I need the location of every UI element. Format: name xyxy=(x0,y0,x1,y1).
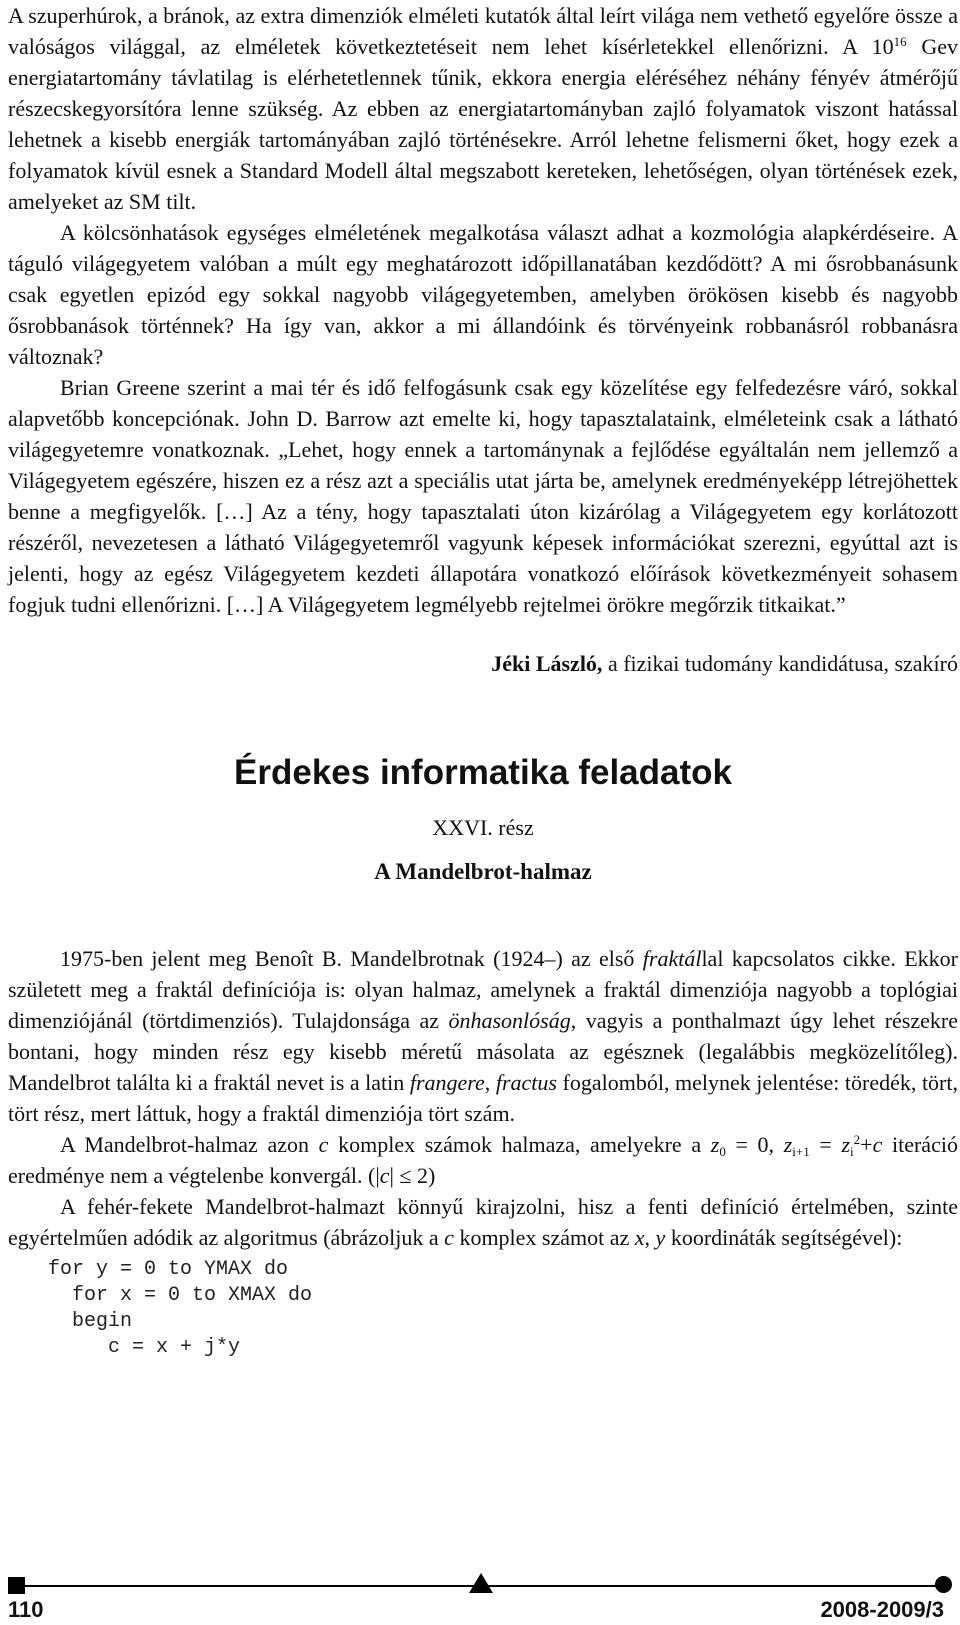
math-var: c xyxy=(872,1132,883,1157)
triangle-marker-icon xyxy=(469,1573,493,1593)
text: komplex számot az xyxy=(453,1225,635,1250)
article-title: Érdekes informatika feladatok xyxy=(234,753,732,792)
text: A fehér-fekete Mandelbrot-halmazt könnyű kirajzolni, hisz a fenti definíció értelmében, szinte egyértelműen adódik az algoritmus (ábrázoljuk a xyxy=(8,1194,958,1250)
subscript: 0 xyxy=(719,1144,726,1159)
text: komplex számok halmaza, amelyekre a xyxy=(328,1132,711,1157)
text: , vagyis a ponthalmazt úgy lehet részekre bontani, hogy minden rész egy kisebb méretű másolata az egésznek (legalábbis megközelítőleg). Mandelbrot találta ki a fraktál nevet is a latin xyxy=(8,1008,958,1095)
text: koordináták segítségével): xyxy=(665,1225,903,1250)
paragraph-definition xyxy=(8,1129,958,1191)
math-var: c xyxy=(379,1163,390,1188)
circle-marker-icon xyxy=(935,1576,952,1593)
text: , xyxy=(484,1070,496,1095)
math-var: x xyxy=(634,1225,645,1250)
text: = 0, xyxy=(725,1132,784,1157)
italic-term: frangere xyxy=(409,1070,485,1095)
page-footer xyxy=(0,1573,960,1625)
square-marker-icon xyxy=(8,1577,25,1594)
math-var: y xyxy=(655,1225,666,1250)
issue-number: 2008-2009/3 xyxy=(820,1597,944,1622)
text: iteráció eredménye nem a végtelenbe konvergál. (| xyxy=(8,1132,958,1188)
subscript: i+1 xyxy=(792,1144,810,1159)
author-name: Jéki László, xyxy=(491,651,603,676)
superscript-exponent: 16 xyxy=(893,34,907,49)
text: + xyxy=(860,1132,873,1157)
page-number: 110 xyxy=(8,1597,44,1622)
article-subtitle: A Mandelbrot-halmaz xyxy=(374,859,592,884)
paragraph-greene-barrow: Brian Greene szerint a mai tér és idő felfogásunk csak egy közelítése egy felfedezésre váró, sokkal alapvetőbb koncepciónak. John D. Barrow azt emelte ki, hogy tapasztalataink, elméleteink csak a látható világegyetemre vonatkoznak. „Lehet, hogy ennek a tartománynak a fejlődése egyáltalán nem jellemző a Világegyetem egészére, hiszen ez a rész azt a speciális utat járta be, amelynek eredményeképp létrejöhettek benne a megfigyelők. […] Az a tény, hogy tapasztalati úton kizárólag a Világegyetem egy korlátozott részéről, nevezetesen a látható Világegyetemről vagyunk képesek információkat szerezni, egyúttal azt is jelenti, hogy az egész Világegyetem kezdeti állapotára vonatkozó előírások következményeit sohasem fogjuk tudni ellenőrizni. […] A Világegyetem legmélyebb rejtelmei örökre megőrzik titkaikat.” xyxy=(8,375,958,617)
math-var: c xyxy=(318,1132,329,1157)
math-var: z xyxy=(710,1132,720,1157)
text: = xyxy=(809,1132,842,1157)
math-var: z xyxy=(783,1132,793,1157)
article-part: XXVI. rész xyxy=(432,815,534,840)
text: 1975-ben jelent meg Benoît B. Mandelbrotnak (1924–) az első xyxy=(60,946,643,971)
italic-term: fraktál xyxy=(642,946,702,971)
text: | ≤ 2) xyxy=(389,1163,436,1188)
subscript: i xyxy=(850,1144,854,1159)
author-signature xyxy=(8,648,958,679)
paragraph-superstrings xyxy=(8,0,958,217)
italic-term: önhasonlóság xyxy=(448,1008,571,1033)
text: , xyxy=(644,1225,656,1250)
text: Gev energiatartomány távlatilag is elérhetetlennek tűnik, ekkora energia eléréséhez néhány fényév átmérőjű részecskegyorsítóra lenne szükség. Az ebben az energiatartományban zajló folyamatok viszont hatással lehetnek a kisebb energiák tartományában zajló történésekre. Arról lehetne felismerni őket, hogy ezek a folyamatok kívül esnek a Standard Modell által megszabott kereteken, lehetőségen, olyan történések ezek, amelyeket az SM tilt. xyxy=(8,34,958,214)
author-role: a fizikai tudomány kandidátusa, szakíró xyxy=(602,651,958,676)
text: fogalomból, melynek jelentése: töredék, tört, tört rész, mert láttuk, hogy a fraktál dimenziója tört szám. xyxy=(8,1070,958,1126)
paragraph-fractal-intro xyxy=(8,943,958,1129)
text: lal kapcsolatos cikke. Ekkor született meg a fraktál definíciója is: olyan halmaz, amelynek a fraktál dimenziója nagyobb a toplógiai dimenziójánál (törtdimenziós). Tulajdonsága az xyxy=(8,946,958,1033)
paragraph-algorithm xyxy=(8,1191,958,1253)
superscript: 2 xyxy=(853,1132,861,1147)
text: A Mandelbrot-halmaz azon xyxy=(60,1132,319,1157)
text: A szuperhúrok, a bránok, az extra dimenziók elméleti kutatók által leírt világa nem vethető egyelőre össze a valóságos világgal, az elméletek következtetéseit nem lehet kísérletekkel ellenőrizni. A 10 xyxy=(8,3,958,59)
page-content xyxy=(8,0,958,1361)
italic-term: fractus xyxy=(495,1070,557,1095)
mandelbrot-section xyxy=(8,943,958,1361)
math-var: z xyxy=(841,1132,851,1157)
math-var: c xyxy=(444,1225,454,1250)
paragraph-unified-theory: A kölcsönhatások egységes elméletének megalkotása választ adhat a kozmológia alapkérdéseire. A táguló világegyetem valóban a múlt egy meghatározott időpillanatában kezdődött? A mi ősrobbanásunk csak egyetlen epizód egy sokkal nagyobb világegyetemben, amelyben örökösen kisebb és nagyobb ősrobbanások történnek? Ha így van, akkor a mi állandóink és törvényeink robbanásról robbanásra változnak? xyxy=(8,220,958,369)
code-block: for y = 0 to YMAX do for x = 0 to XMAX do begin c = x + j*y xyxy=(48,1258,313,1359)
